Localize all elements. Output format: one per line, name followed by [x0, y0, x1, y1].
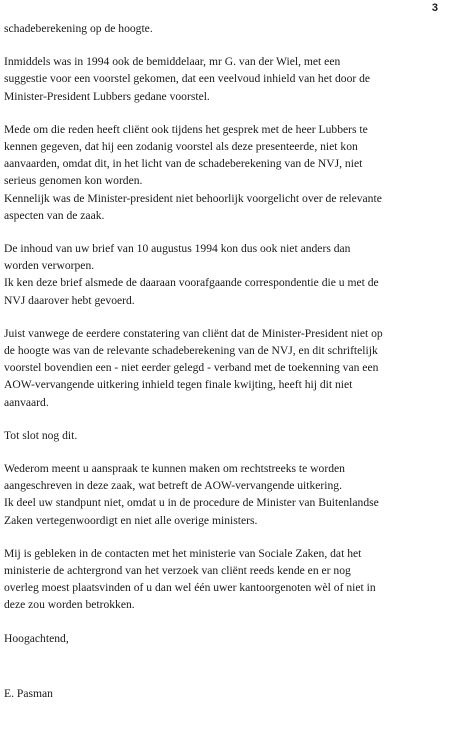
- text-line: suggestie voor een voorstel gekomen, dat een veelvoud inhield van het door de: [4, 72, 371, 86]
- paragraph-3: [4, 121, 444, 190]
- text-line: Ik deel uw standpunt niet, omdat u in de procedure de Minister van Buitenlandse: [4, 496, 379, 510]
- paragraph-2: [4, 53, 444, 105]
- text-line: Mede om die reden heeft cliënt ook tijdens het gesprek met de heer Lubbers te: [4, 122, 368, 136]
- text-line: Inmiddels was in 1994 ook de bemiddelaar, mr G. van der Wiel, met een: [4, 55, 341, 69]
- paragraph-7: [4, 325, 444, 411]
- text-line: aanvaard.: [4, 395, 49, 409]
- text-line: Mij is gebleken in de contacten met het ministerie van Sociale Zaken, dat het: [4, 546, 362, 560]
- text-line: aspecten van de zaak.: [4, 208, 105, 222]
- letter-body: [4, 20, 444, 702]
- paragraph-4: [4, 190, 444, 224]
- text-line: Juist vanwege de eerdere constatering van cliënt dat de Minister-President niet op: [4, 326, 383, 340]
- text-line: Zaken vertegenwoordigt en niet alle overige ministers.: [4, 513, 258, 527]
- text-line: schadeberekening op de hoogte.: [4, 22, 153, 35]
- paragraph-11: [4, 545, 444, 614]
- text-line: Ik ken deze brief alsmede de daaraan voorafgaande correspondentie die u met de: [4, 276, 379, 290]
- text-line: serieus genomen kon worden.: [4, 174, 143, 188]
- text-line: Kennelijk was de Minister-president niet behoorlijk voorgelicht over de relevante: [4, 191, 382, 205]
- paragraph-1: [4, 20, 444, 37]
- text-line: voorstel bovendien een - niet eerder gelegd - verband met de toekenning van een: [4, 361, 379, 375]
- text-line: Minister-President Lubbers gedane voorstel.: [4, 89, 210, 103]
- text-line: AOW-vervangende uitkering inhield tegen finale kwijting, heeft hij dit niet: [4, 378, 353, 392]
- text-line: NVJ daarover hebt gevoerd.: [4, 293, 135, 307]
- paragraph-10: [4, 494, 444, 528]
- text-line: worden verworpen.: [4, 259, 95, 273]
- paragraph-8: [4, 427, 444, 444]
- text-line: Wederom meent u aanspraak te kunnen maken om rechtstreeks te worden: [4, 462, 345, 476]
- text-line: kennen gegeven, dat hij een zodanig voorstel als deze presenteerde, niet kon: [4, 140, 358, 154]
- text-line: aangeschreven in deze zaak, wat betreft de AOW-vervangende uitkering.: [4, 479, 342, 493]
- page-number: 3: [431, 2, 438, 14]
- signature-name: E. Pasman: [4, 686, 53, 700]
- text-line: overleg moest plaatsvinden of u dan wel één uwer kantoorgenoten wèl of niet in: [4, 581, 376, 595]
- text-line: De inhoud van uw brief van 10 augustus 1994 kon dus ook niet anders dan: [4, 242, 351, 256]
- paragraph-5: [4, 240, 444, 274]
- paragraph-9: [4, 460, 444, 494]
- closing-salutation: Hoogachtend,: [4, 631, 69, 645]
- text-line: Tot slot nog dit.: [4, 428, 78, 442]
- text-line: ministerie de achtergrond van het verzoek van cliënt reeds kende en er nog: [4, 564, 351, 578]
- text-line: deze zou worden betrokken.: [4, 598, 135, 612]
- text-line: de hoogte was van de relevante schadeberekening van de NVJ, en dit schriftelijk: [4, 344, 378, 358]
- paragraph-6: [4, 274, 444, 308]
- text-line: aanvaarden, omdat dit, in het licht van de schadeberekening van de NVJ, niet: [4, 157, 363, 171]
